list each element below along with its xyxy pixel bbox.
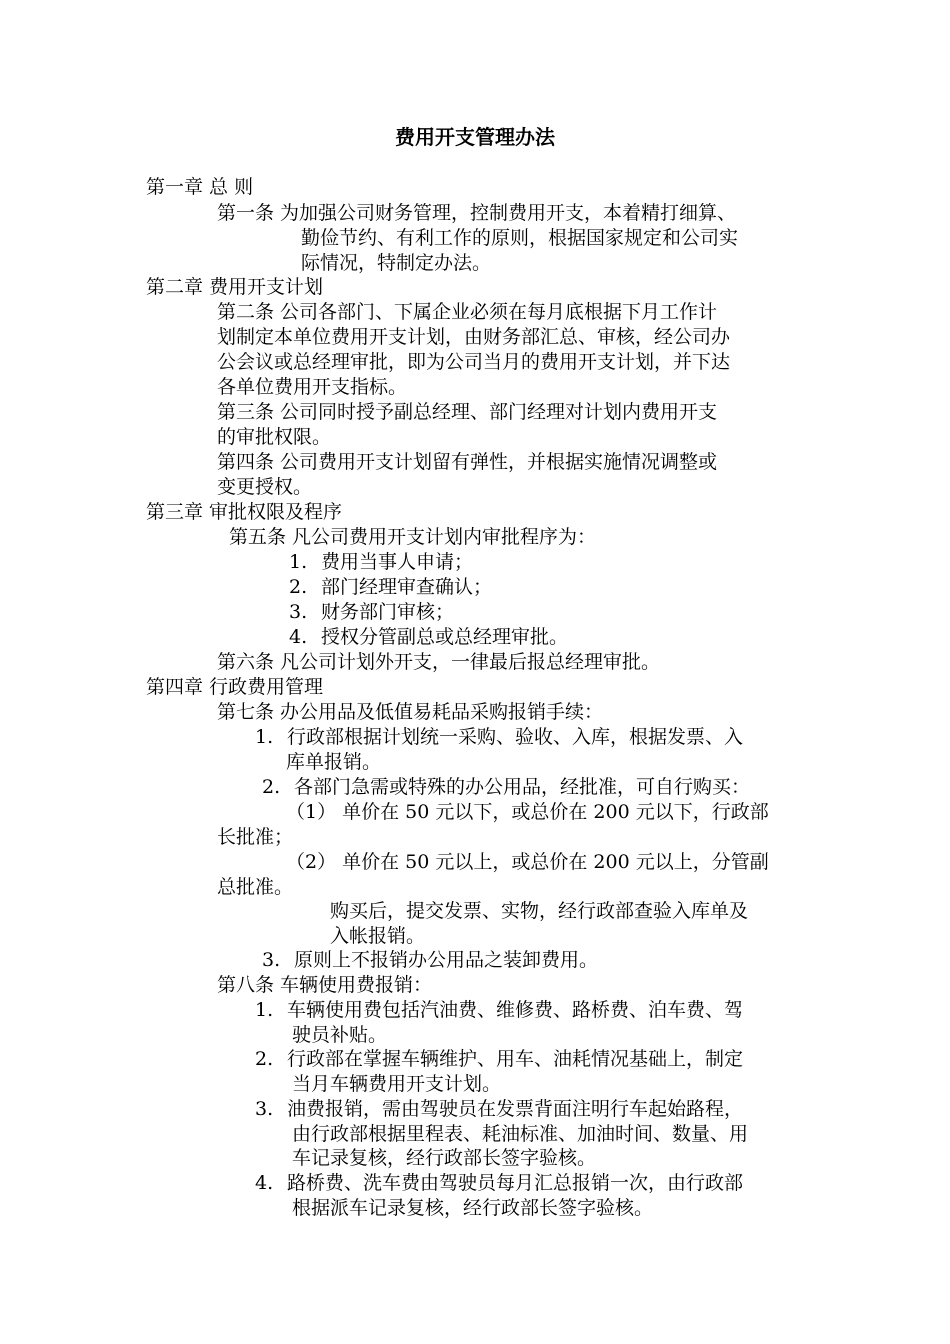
article-7-item-2 — [262, 775, 750, 799]
article-7-item-3 — [262, 948, 598, 972]
item-text: 部门经理审查确认； — [321, 576, 493, 598]
article-7-item-1-line-2: 库单报销。 — [286, 751, 382, 773]
item-text: 授权分管副总或总经理审批。 — [321, 626, 569, 648]
item-text: 油费报销，需由驾驶员在发票背面注明行车起始路程， — [287, 1098, 744, 1120]
article-7-after-line-1: 购买后，提交发票、实物，经行政部查验入库单及 — [330, 900, 749, 922]
article-2-line-1: 第二条 公司各部门、下属企业必须在每月底根据下月工作计 — [217, 301, 718, 323]
article-5-line-1: 第五条 凡公司费用开支计划内审批程序为： — [229, 526, 597, 548]
article-7-after-line-2: 入帐报销。 — [330, 925, 426, 947]
item-text: 行政部根据计划统一采购、验收、入库，根据发票、入 — [287, 726, 744, 748]
article-2-line-2: 划制定本单位费用开支计划，由财务部汇总、审核，经公司办 — [217, 326, 731, 348]
chapter-1-heading: 第一章 总 则 — [146, 176, 254, 198]
article-6-line-1: 第六条 凡公司计划外开支，一律最后报总经理审批。 — [217, 651, 661, 673]
page-title: 费用开支管理办法 — [395, 125, 555, 149]
article-8-item-3-line-2: 由行政部根据里程表、耗油标准、加油时间、数量、用 — [292, 1123, 749, 1145]
item-number: 2. — [289, 576, 308, 598]
article-8-item-3-line-3: 车记录复核，经行政部长签字验核。 — [292, 1147, 597, 1169]
item-number: 1. — [289, 551, 308, 573]
article-8-item-3-line-1 — [255, 1097, 743, 1121]
item-text: 路桥费、洗车费由驾驶员每月汇总报销一次，由行政部 — [287, 1172, 744, 1194]
article-7-sub-1-line-2: 长批准； — [217, 826, 294, 848]
item-text: 各部门急需或特殊的办公用品，经批准，可自行购买： — [294, 776, 751, 798]
article-2-line-3: 公会议或总经理审批，即为公司当月的费用开支计划，并下达 — [217, 351, 731, 373]
article-5-item-2 — [289, 575, 492, 599]
item-number: 1. — [255, 726, 274, 748]
chapter-2-heading: 第二章 费用开支计划 — [146, 276, 324, 298]
article-5-item-1 — [289, 550, 473, 574]
article-3-line-1: 第三条 公司同时授予副总经理、部门经理对计划内费用开支 — [217, 401, 718, 423]
article-1-line-3: 际情况，特制定办法。 — [301, 252, 492, 274]
article-7-sub-2-line-2: 总批准。 — [217, 876, 294, 898]
item-number: 2. — [262, 776, 281, 798]
article-2-line-4: 各单位费用开支指标。 — [217, 376, 408, 398]
article-1-line-1: 第一条 为加强公司财务管理，控制费用开支，本着精打细算、 — [217, 202, 737, 224]
article-8-item-2-line-1 — [255, 1047, 743, 1071]
item-text: 车辆使用费包括汽油费、维修费、路桥费、泊车费、驾 — [287, 999, 744, 1021]
article-4-line-2: 变更授权。 — [217, 476, 313, 498]
article-8-line-1: 第八条 车辆使用费报销： — [217, 974, 433, 996]
chapter-4-heading: 第四章 行政费用管理 — [146, 676, 324, 698]
article-8-item-1-line-2: 驶员补贴。 — [292, 1024, 388, 1046]
article-4-line-1: 第四条 公司费用开支计划留有弹性，并根据实施情况调整或 — [217, 451, 718, 473]
article-8-item-1-line-1 — [255, 998, 743, 1022]
article-5-item-3 — [289, 600, 454, 624]
article-3-line-2: 的审批权限。 — [217, 426, 332, 448]
item-number: 3. — [289, 601, 308, 623]
article-7-sub-2-line-1: （2） 单价在 50 元以上，或总价在 200 元以上，分管副 — [286, 851, 769, 873]
article-7-sub-1-line-1: （1） 单价在 50 元以下，或总价在 200 元以下，行政部 — [286, 801, 769, 823]
item-text: 原则上不报销办公用品之装卸费用。 — [294, 949, 599, 971]
chapter-3-heading: 第三章 审批权限及程序 — [146, 501, 343, 523]
item-number: 4. — [289, 626, 308, 648]
article-8-item-2-line-2: 当月车辆费用开支计划。 — [292, 1073, 502, 1095]
item-text: 财务部门审核； — [321, 601, 455, 623]
article-7-item-1-line-1 — [255, 725, 743, 749]
item-number: 4. — [255, 1172, 274, 1194]
article-7-line-1: 第七条 办公用品及低值易耗品采购报销手续： — [217, 701, 604, 723]
article-8-item-4-line-2: 根据派车记录复核，经行政部长签字验核。 — [292, 1197, 654, 1219]
article-1-line-2: 勤俭节约、有利工作的原则，根据国家规定和公司实 — [301, 227, 739, 249]
item-number: 1. — [255, 999, 274, 1021]
item-number: 3. — [255, 1098, 274, 1120]
item-number: 2. — [255, 1048, 274, 1070]
article-5-item-4 — [289, 625, 568, 649]
item-number: 3. — [262, 949, 281, 971]
article-8-item-4-line-1 — [255, 1171, 743, 1195]
item-text: 费用当事人申请； — [321, 551, 474, 573]
item-text: 行政部在掌握车辆维护、用车、油耗情况基础上，制定 — [287, 1048, 744, 1070]
